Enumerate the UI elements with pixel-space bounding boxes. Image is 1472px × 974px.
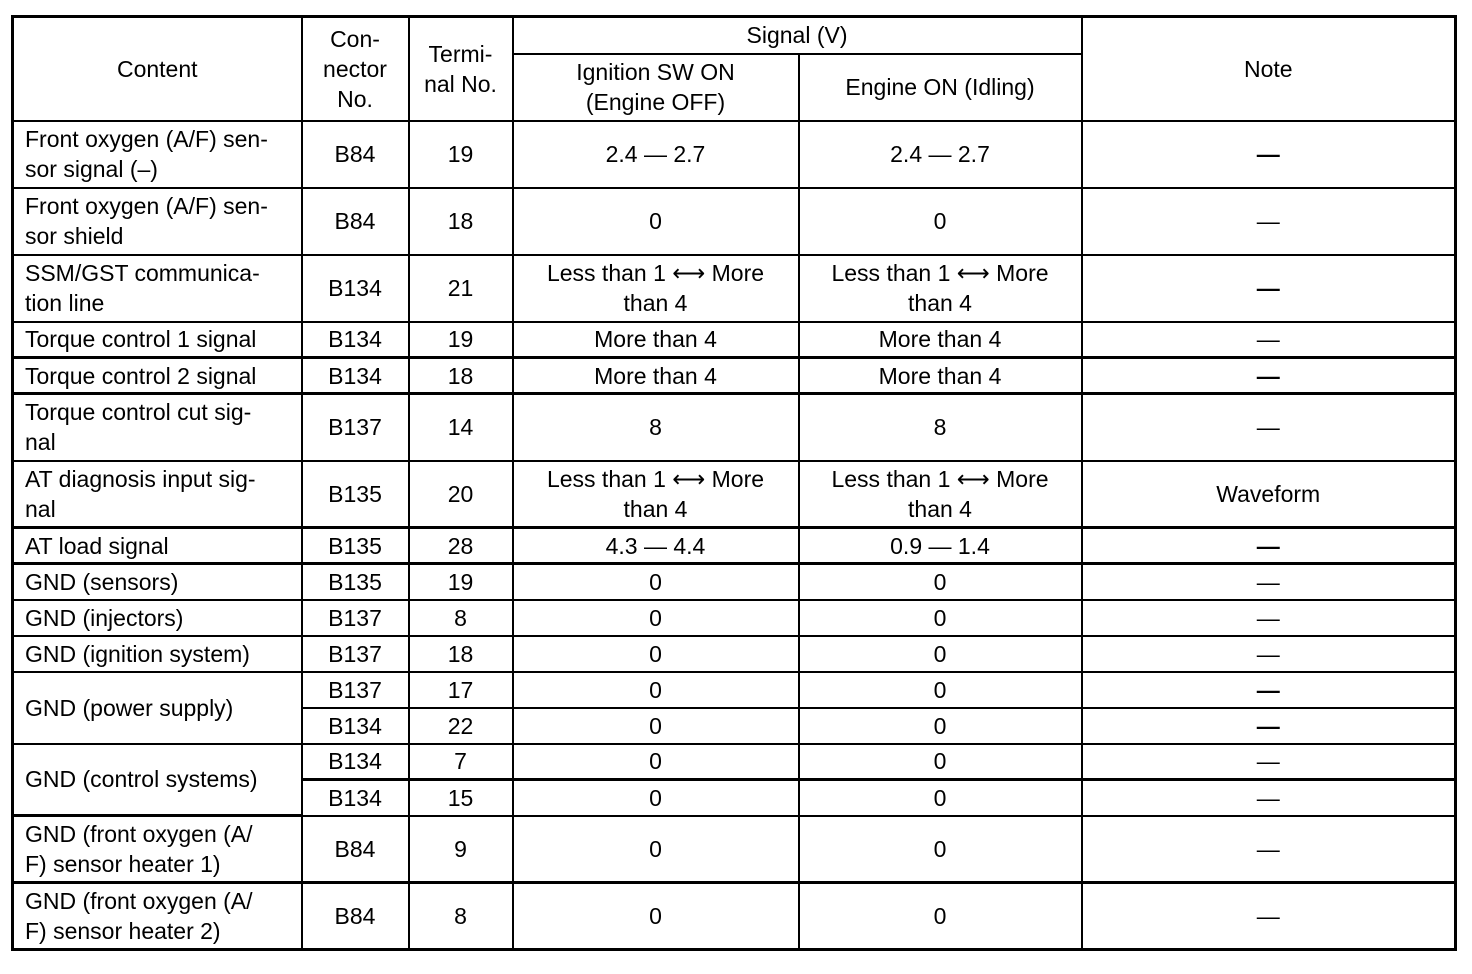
table-row <box>13 394 1456 461</box>
content-cell: GND (injectors) <box>13 600 302 636</box>
note-cell: — <box>1082 564 1456 600</box>
ignition-signal-cell: 0 <box>513 744 799 780</box>
content-cell: Torque control 1 signal <box>13 322 302 358</box>
header-ignition: Ignition SW ON (Engine OFF) <box>513 54 799 121</box>
engine-signal-cell: 0 <box>799 883 1082 950</box>
table-row <box>13 744 1456 780</box>
terminal-cell: 19 <box>409 322 513 358</box>
ignition-signal-cell: More than 4 <box>513 322 799 358</box>
table-row <box>13 461 1456 528</box>
terminal-cell: 9 <box>409 816 513 883</box>
table-row <box>13 255 1456 322</box>
ignition-signal-cell: Less than 1 ⟷ More than 4 <box>513 461 799 528</box>
terminal-cell: 8 <box>409 600 513 636</box>
engine-signal-cell: More than 4 <box>799 358 1082 394</box>
connector-cell: B134 <box>302 255 409 322</box>
note-cell: — <box>1082 600 1456 636</box>
note-cell: — <box>1082 528 1456 564</box>
terminal-cell: 8 <box>409 883 513 950</box>
engine-signal-cell: 8 <box>799 394 1082 461</box>
table-row <box>13 121 1456 188</box>
ignition-signal-cell: 0 <box>513 188 799 255</box>
connector-cell: B134 <box>302 322 409 358</box>
ignition-signal-cell: 0 <box>513 883 799 950</box>
engine-signal-cell: 0 <box>799 816 1082 883</box>
content-cell: GND (control systems) <box>13 744 302 816</box>
content-cell: GND (sensors) <box>13 564 302 600</box>
ignition-signal-cell: 2.4 — 2.7 <box>513 121 799 188</box>
engine-signal-cell: 0 <box>799 672 1082 708</box>
engine-signal-cell: 2.4 — 2.7 <box>799 121 1082 188</box>
connector-cell: B134 <box>302 708 409 744</box>
content-cell: GND (power supply) <box>13 672 302 744</box>
content-cell: AT diagnosis input sig- nal <box>13 461 302 528</box>
terminal-cell: 18 <box>409 188 513 255</box>
engine-signal-cell: 0 <box>799 636 1082 672</box>
connector-cell: B84 <box>302 883 409 950</box>
content-cell: Front oxygen (A/F) sen- sor signal (–) <box>13 121 302 188</box>
note-cell: — <box>1082 672 1456 708</box>
note-cell: — <box>1082 255 1456 322</box>
note-cell: — <box>1082 744 1456 780</box>
table-row <box>13 322 1456 358</box>
header-engine: Engine ON (Idling) <box>799 54 1082 121</box>
content-cell: Torque control 2 signal <box>13 358 302 394</box>
header-content: Content <box>13 17 302 121</box>
engine-signal-cell: 0.9 — 1.4 <box>799 528 1082 564</box>
terminal-cell: 22 <box>409 708 513 744</box>
terminal-cell: 18 <box>409 636 513 672</box>
ignition-signal-cell: 4.3 — 4.4 <box>513 528 799 564</box>
engine-signal-cell: More than 4 <box>799 322 1082 358</box>
engine-signal-cell: 0 <box>799 564 1082 600</box>
engine-signal-cell: 0 <box>799 600 1082 636</box>
terminal-cell: 18 <box>409 358 513 394</box>
note-cell: — <box>1082 636 1456 672</box>
content-cell: Front oxygen (A/F) sen- sor shield <box>13 188 302 255</box>
note-cell: Waveform <box>1082 461 1456 528</box>
note-cell: — <box>1082 708 1456 744</box>
ignition-signal-cell: 0 <box>513 708 799 744</box>
ignition-signal-cell: 0 <box>513 816 799 883</box>
table-row <box>13 636 1456 672</box>
note-cell: — <box>1082 188 1456 255</box>
content-cell: AT load signal <box>13 528 302 564</box>
note-cell: — <box>1082 121 1456 188</box>
connector-cell: B84 <box>302 121 409 188</box>
note-cell: — <box>1082 816 1456 883</box>
connector-cell: B134 <box>302 780 409 816</box>
ignition-signal-cell: 0 <box>513 564 799 600</box>
note-cell: — <box>1082 780 1456 816</box>
table-row <box>13 883 1456 950</box>
terminal-cell: 7 <box>409 744 513 780</box>
table-row <box>13 564 1456 600</box>
terminal-cell: 19 <box>409 121 513 188</box>
table-row <box>13 188 1456 255</box>
terminal-cell: 17 <box>409 672 513 708</box>
content-cell: SSM/GST communica- tion line <box>13 255 302 322</box>
content-cell: GND (front oxygen (A/ F) sensor heater 1) <box>13 816 302 883</box>
signal-table <box>11 15 1457 951</box>
content-cell: GND (front oxygen (A/ F) sensor heater 2) <box>13 883 302 950</box>
ignition-signal-cell: 0 <box>513 600 799 636</box>
table-row <box>13 600 1456 636</box>
note-cell: — <box>1082 883 1456 950</box>
content-cell: Torque control cut sig- nal <box>13 394 302 461</box>
note-cell: — <box>1082 358 1456 394</box>
ignition-signal-cell: 0 <box>513 780 799 816</box>
header-note: Note <box>1082 17 1456 121</box>
note-cell: — <box>1082 322 1456 358</box>
engine-signal-cell: Less than 1 ⟷ More than 4 <box>799 461 1082 528</box>
ignition-signal-cell: 0 <box>513 636 799 672</box>
connector-cell: B135 <box>302 461 409 528</box>
engine-signal-cell: 0 <box>799 780 1082 816</box>
connector-cell: B134 <box>302 358 409 394</box>
header-signal: Signal (V) <box>513 17 1082 54</box>
ignition-signal-cell: 8 <box>513 394 799 461</box>
connector-cell: B84 <box>302 188 409 255</box>
connector-cell: B134 <box>302 744 409 780</box>
connector-cell: B137 <box>302 394 409 461</box>
connector-cell: B135 <box>302 564 409 600</box>
terminal-cell: 19 <box>409 564 513 600</box>
connector-cell: B137 <box>302 672 409 708</box>
note-cell: — <box>1082 394 1456 461</box>
ignition-signal-cell: 0 <box>513 672 799 708</box>
table-row <box>13 528 1456 564</box>
table-row <box>13 358 1456 394</box>
engine-signal-cell: Less than 1 ⟷ More than 4 <box>799 255 1082 322</box>
connector-cell: B137 <box>302 636 409 672</box>
connector-cell: B135 <box>302 528 409 564</box>
terminal-cell: 28 <box>409 528 513 564</box>
header-terminal: Termi- nal No. <box>409 17 513 121</box>
terminal-cell: 15 <box>409 780 513 816</box>
ignition-signal-cell: More than 4 <box>513 358 799 394</box>
connector-cell: B84 <box>302 816 409 883</box>
engine-signal-cell: 0 <box>799 744 1082 780</box>
engine-signal-cell: 0 <box>799 708 1082 744</box>
terminal-cell: 21 <box>409 255 513 322</box>
connector-cell: B137 <box>302 600 409 636</box>
table-body <box>13 121 1456 950</box>
terminal-cell: 20 <box>409 461 513 528</box>
ignition-signal-cell: Less than 1 ⟷ More than 4 <box>513 255 799 322</box>
header-connector: Con- nector No. <box>302 17 409 121</box>
table-row <box>13 816 1456 883</box>
engine-signal-cell: 0 <box>799 188 1082 255</box>
content-cell: GND (ignition system) <box>13 636 302 672</box>
terminal-cell: 14 <box>409 394 513 461</box>
table-row <box>13 672 1456 708</box>
